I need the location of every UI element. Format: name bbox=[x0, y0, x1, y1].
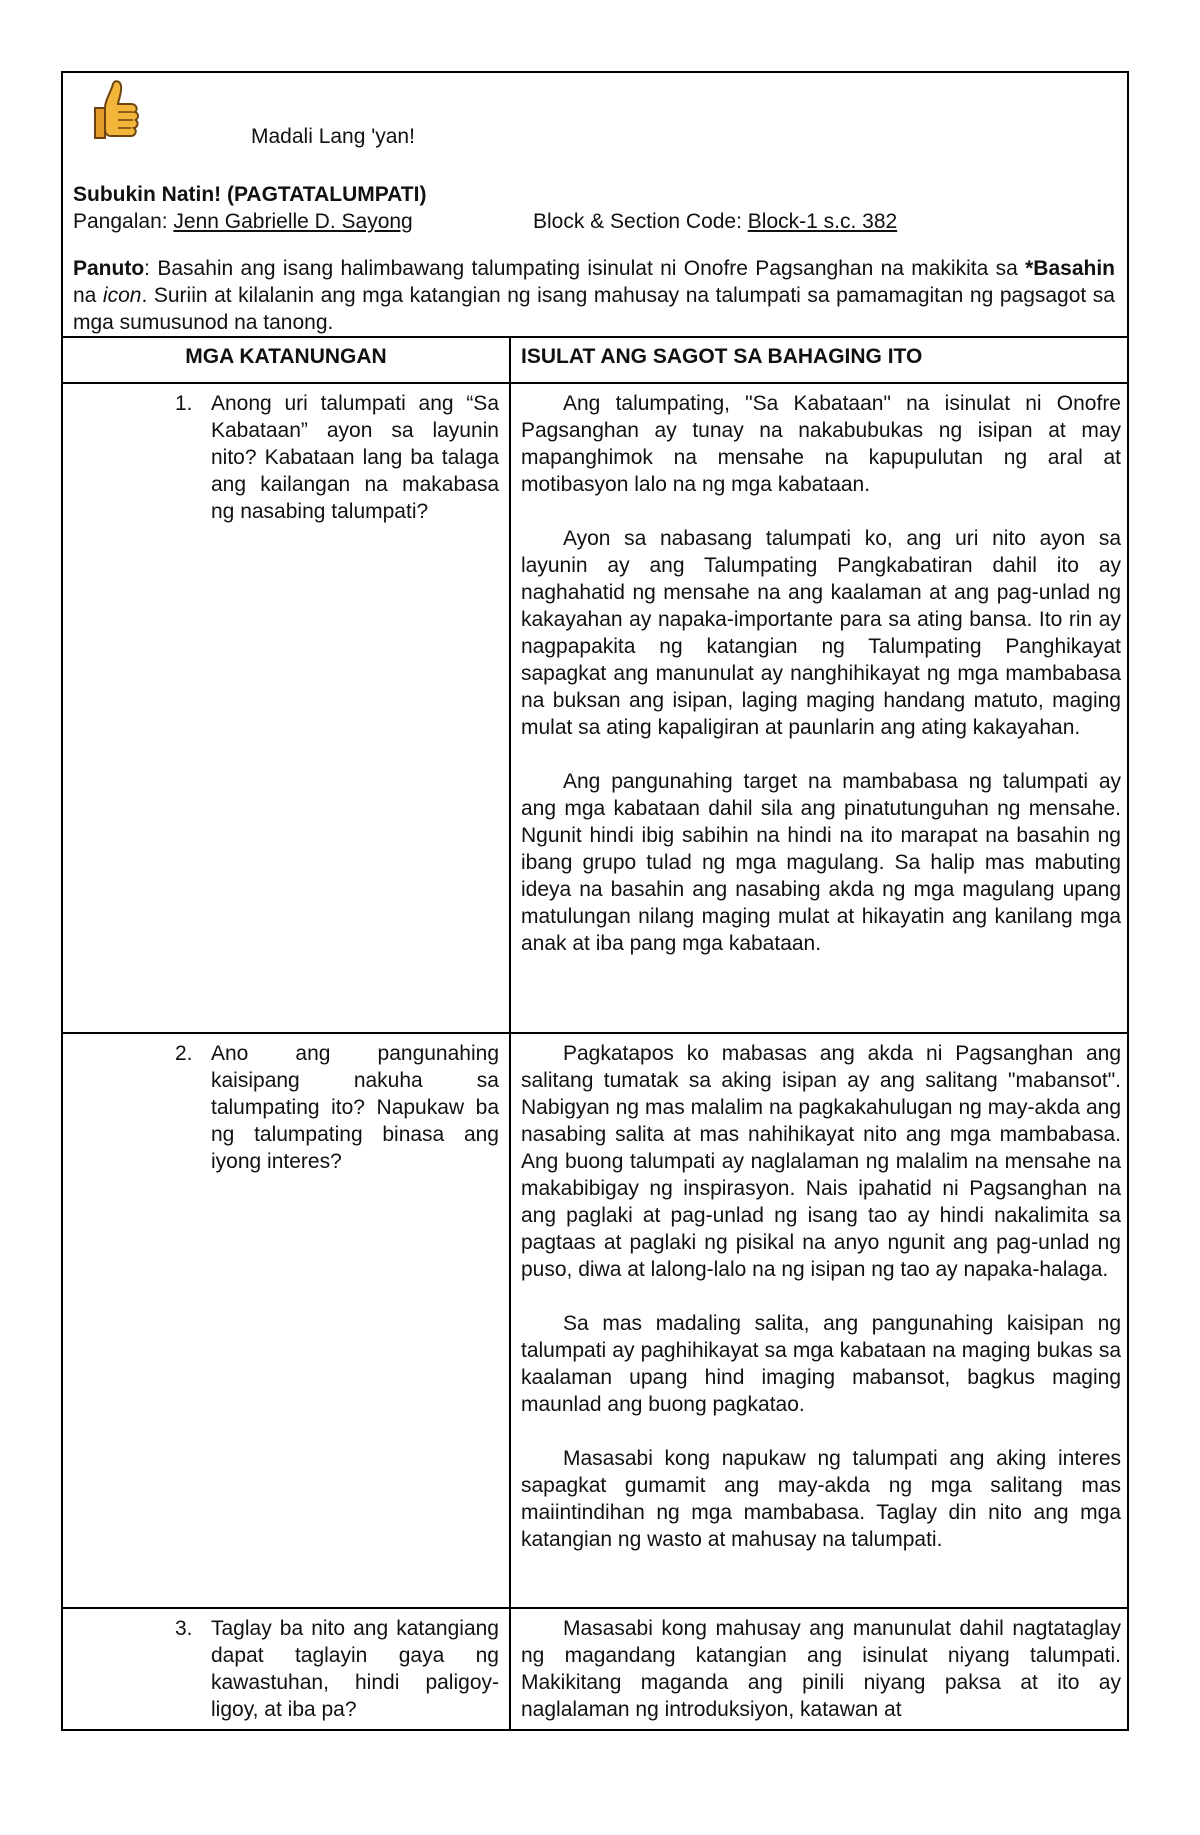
answer-paragraph: Masasabi kong mahusay ang manunulat dahil nagtataglay ng magandang katangian ang isinulat niyang talumpati. Makikitang maganda ang pinili niyang paksa at ito ay naglalaman ng introduksiyon, katawan at bbox=[521, 1617, 1121, 1721]
instructions-text: na bbox=[73, 284, 103, 307]
question-text: Anong uri talumpati ang “Sa Kabataan” ayon sa layunin nito? Kabataan lang ba talaga ang kailangan na makabasa ng nasabing talumpati? bbox=[211, 392, 499, 523]
question-text: Ano ang pangunahing kaisipang nakuha sa talumpating ito? Napukaw ba ng talumpating binasa ang iyong interes? bbox=[211, 1042, 499, 1173]
qa-table bbox=[63, 384, 1127, 1729]
answer-cell bbox=[511, 1609, 1127, 1729]
question-cell bbox=[63, 384, 511, 1032]
instructions-text: . Suriin at kilalanin ang mga katangian ng isang mahusay na talumpati sa pamamagitan ng pagsagot sa mga sumusunod na tanong. bbox=[73, 284, 1115, 334]
tagline: Madali Lang 'yan! bbox=[251, 125, 415, 148]
answer-paragraph: Ang pangunahing target na mambabasa ng talumpati ay ang mga kabataan dahil sila ang pinatutunguhan ng mensahe. Ngunit hindi ibig sabihin na hindi na ito marapat na basahin ng ibang grupo tulad ng mga magulang. Sa halip mas mabuting ideya na basahin ang nasabing akda ng mga magulang upang matulungan nilang maging mulat at hikayatin ang kanilang mga anak at iba pang mga kabataan. bbox=[521, 770, 1121, 955]
table-row bbox=[63, 384, 1127, 1034]
question-cell bbox=[63, 1034, 511, 1607]
table-header bbox=[63, 338, 1127, 384]
thumbs-up-icon bbox=[91, 78, 143, 150]
name-label: Pangalan: bbox=[73, 210, 174, 233]
answer-paragraph: Sa mas madaling salita, ang pangunahing kaisipan ng talumpati ay paghihikayat sa mga kabataan na maging bukas sa kaalaman upang hind imaging mabansot, bagkus maging maunlad ang buong pagkatao. bbox=[521, 1312, 1121, 1416]
column-header-questions: MGA KATANUNGAN bbox=[63, 338, 511, 382]
name-value: Jenn Gabrielle D. Sayong bbox=[173, 210, 413, 233]
instructions-text: : Basahin ang isang halimbawang talumpating isinulat ni Onofre Pagsanghan na makikita sa bbox=[144, 257, 1026, 280]
question-cell bbox=[63, 1609, 511, 1729]
answer-paragraph: Ang talumpating, "Sa Kabataan" na isinulat ni Onofre Pagsanghan ay tunay na nakabubukas ng isipan at may mapanghimok na mensahe na kapupulutan ng aral at motibasyon lalo na ng mga kabataan. bbox=[521, 392, 1121, 496]
block-value: Block-1 s.c. 382 bbox=[747, 210, 898, 233]
answer-paragraph: Pagkatapos ko mabasas ang akda ni Pagsanghan ang salitang tumatak sa aking isipan ay ang salitang "mabansot". Nabigyan ng mas malalim na pagkakahulugan ng may-akda ang nasabing salita at mas nahihikayat nito ang mga mambabasa. Ang buong talumpati ay naglalaman ng malalim na mensahe na makabibigay ng inspirasyon. Nais ipahatid ni Pagsanghan na ang paglaki at pag-unlad ng isang tao ay hindi nakalimita sa pagtaas at paglaki ng pisikal na anyo ngunit ang pag-unlad ng puso, diwa at lalong-lalo na ng isipan ng tao ay napaka-halaga. bbox=[521, 1042, 1121, 1281]
question-text: Taglay ba nito ang katangiang dapat taglayin gaya ng kawastuhan, hindi paligoy-ligoy, at iba pa? bbox=[211, 1617, 499, 1721]
question-number: 2. bbox=[175, 1042, 193, 1065]
block-label: Block & Section Code: bbox=[533, 210, 748, 233]
worksheet-header bbox=[63, 73, 1127, 338]
instructions bbox=[73, 255, 1115, 336]
answer-paragraph: Ayon sa nabasang talumpati ko, ang uri nito ayon sa layunin ay ang Talumpating Pangkabatiran dahil ito ay naghahatid ng mensahe na ang kaalaman at ang pag-unlad ng kakayahan ay napaka-importante para sa ating bansa. Ito rin ay nagpapakita ng katangian ng Talumpating Panghikayat sapagkat ang manunulat ay nanghihikayat ng mga mambabasa na buksan ang isipan, laging maging handang matuto, maging mulat sa ating kapaligiran at paunlarin ang ating kakayahan. bbox=[521, 527, 1121, 739]
table-row bbox=[63, 1609, 1127, 1729]
worksheet-title: Subukin Natin! (PAGTATALUMPATI) bbox=[73, 183, 427, 206]
block-field bbox=[533, 210, 897, 234]
instructions-bold: *Basahin bbox=[1025, 257, 1115, 280]
answer-paragraph: Masasabi kong napukaw ng talumpati ang aking interes sapagkat gumamit ang may-akda ng mga salitang mas maiintindihan ng mga mambabasa. Taglay din nito ang mga katangian ng wasto at mahusay na talumpati. bbox=[521, 1447, 1121, 1551]
instructions-label: Panuto bbox=[73, 257, 145, 280]
worksheet bbox=[61, 71, 1129, 1731]
question-number: 3. bbox=[175, 1617, 193, 1640]
question-number: 1. bbox=[175, 392, 193, 415]
answer-cell bbox=[511, 384, 1127, 1032]
answer-cell bbox=[511, 1034, 1127, 1607]
column-header-answers: ISULAT ANG SAGOT SA BAHAGING ITO bbox=[521, 345, 923, 368]
name-field bbox=[73, 210, 413, 234]
table-row bbox=[63, 1034, 1127, 1609]
instructions-italic: icon bbox=[102, 284, 142, 307]
